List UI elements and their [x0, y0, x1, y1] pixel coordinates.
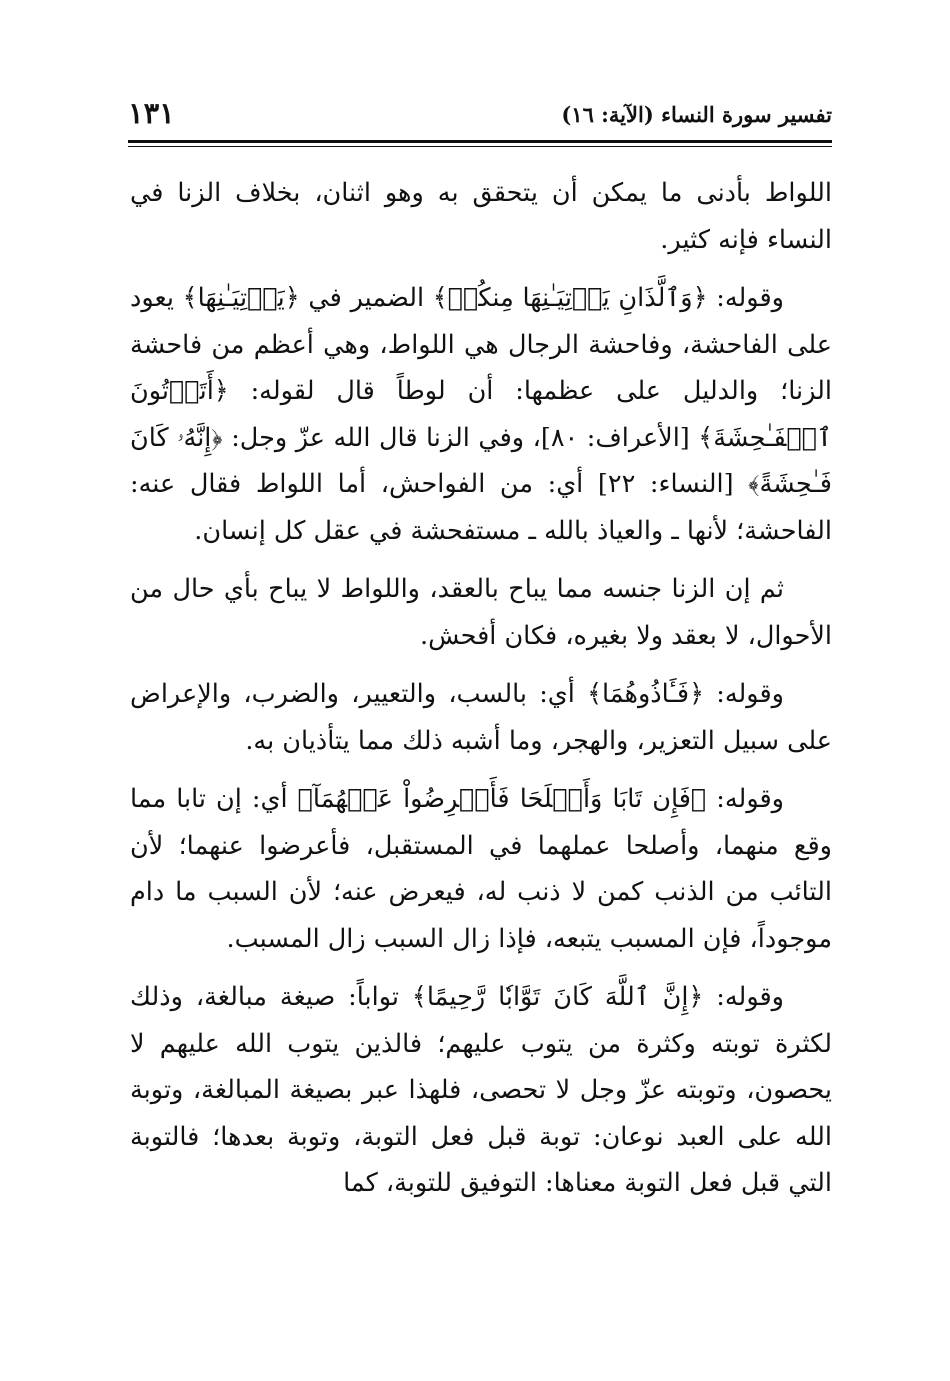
paragraph-3: ثم إن الزنا جنسه مما يباح بالعقد، واللواط لا يباح بأي حال من الأحوال، لا بعقد ولا بغيره، فكان أفحش. — [130, 574, 832, 651]
header-rule-thin — [128, 146, 832, 147]
paragraph-4: وقوله: ﴿فَـَٔاذُوهُمَا﴾ أي: بالسب، والتعيير، والضرب، والإعراض على سبيل التعزير، والهجر، وما أشبه ذلك مما يتأذيان به. — [130, 679, 832, 756]
running-title: تفسير سورة النساء (الآية: ١٦) — [561, 102, 832, 127]
page-body — [130, 170, 832, 1219]
paragraph-5: وقوله: ﴿فَإِن تَابَا وَأَصۡلَحَا فَأَعۡرِضُواْ عَنۡهُمَآ﴾ أي: إن تابا مما وقع منهما، وأصلحا عملهما في المستقبل، فأعرضوا عنهما؛ لأن التائب من الذنب كمن لا ذنب له، فيعرض عنه؛ لأن السبب ما دام موجوداً، فإن المسبب يتبعه، فإذا زال السبب زال المسبب. — [130, 784, 832, 954]
page-header — [128, 96, 832, 136]
paragraph-6: وقوله: ﴿إِنَّ ٱللَّهَ كَانَ تَوَّابٗا رَّحِيمًا﴾ تواباً: صيغة مبالغة، وذلك لكثرة توبته وكثرة من يتوب عليهم؛ فالذين يتوب الله عليهم لا يحصون، وتوبته عزّ وجل لا تحصى، فلهذا عبر بصيغة المبالغة، وتوبة الله على العبد نوعان: توبة قبل فعل التوبة، وتوبة بعدها؛ فالتوبة التي قبل فعل التوبة معناها: التوفيق للتوبة، كما — [130, 982, 832, 1198]
page-number: ١٣١ — [128, 96, 175, 130]
paragraph-1: اللواط بأدنى ما يمكن أن يتحقق به وهو اثنان، بخلاف الزنا في النساء فإنه كثير. — [130, 178, 832, 255]
paragraph-2: وقوله: ﴿وَٱلَّذَانِ يَأۡتِيَـٰنِهَا مِنكُمۡ﴾ الضمير في ﴿يَأۡتِيَـٰنِهَا﴾ يعود على الفاحشة، وفاحشة الرجال هي اللواط، وهي أعظم من فاحشة الزنا؛ والدليل على عظمها: أن لوطاً قال لقوله: ﴿أَتَأۡتُونَ ٱلۡفَـٰحِشَةَ﴾ [الأعراف: ٨٠]، وفي الزنا قال الله عزّ وجل: ﴿إِنَّهُۥ كَانَ فَـٰحِشَةً﴾ [النساء: ٢٢] أي: من الفواحش، أما اللواط فقال عنه: الفاحشة؛ لأنها ـ والعياذ بالله ـ مستفحشة في عقل كل إنسان. — [130, 283, 832, 546]
header-rule-thick — [128, 140, 832, 143]
